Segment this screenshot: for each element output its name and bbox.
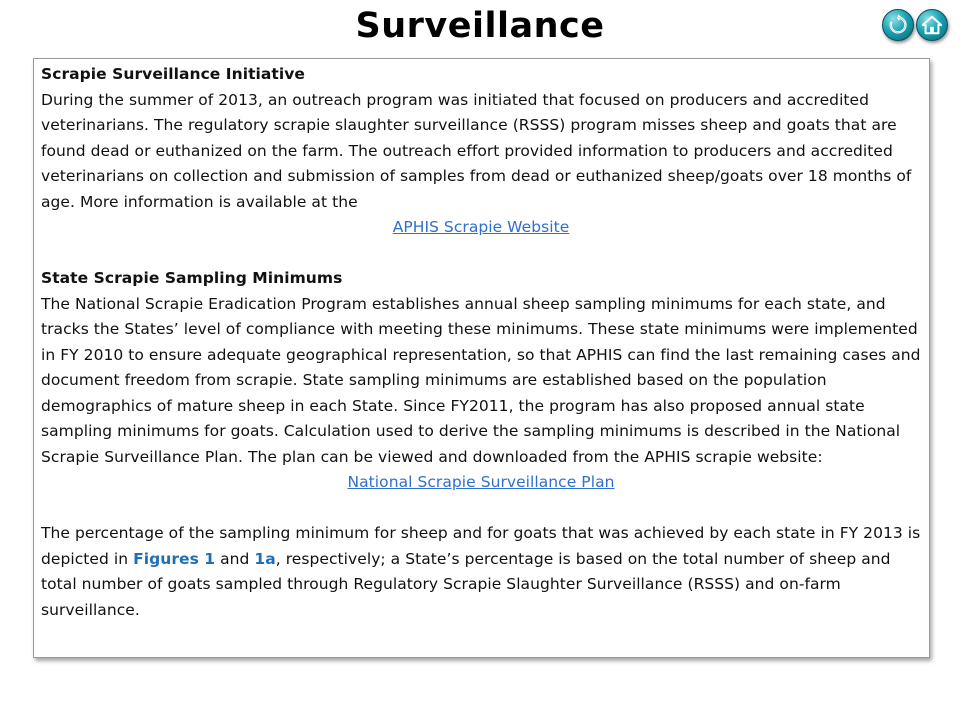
figure1a-reference: 1a <box>254 549 276 568</box>
section3-text-and: and <box>215 549 255 568</box>
section2-body: The National Scrapie Eradication Program establishes annual sheep sampling minimums for each state, and tracks the States’ level of compliance with meeting these minimums. These state minimums were implemented in FY 2010 to ensure adequate geographical representation, so that APHIS can find the last remaining cases and document freedom from scrapie. State sampling minimums are established based on the population demographics of mature sheep in each State. Since FY2011, the program has also proposed annual state sampling minimums for goats. Calculation used to derive the sampling minimums is described in the National Scrapie Surveillance Plan. The plan can be viewed and downloaded from the APHIS scrapie website: <box>41 294 921 466</box>
section3-text-after: , respectively; a State’s percentage is based on the total number of sheep and total number of goats sampled through Regulatory Scrapie Slaughter Surveillance (RSSS) and on-farm surveillance. <box>41 549 891 619</box>
section3-text-before: The percentage of the sampling minimum for sheep and for goats that was achieved by each state in FY 2013 is depicted in <box>41 524 921 568</box>
section2-link-line <box>41 470 921 496</box>
national-scrapie-surveillance-plan-link[interactable]: National Scrapie Surveillance Plan <box>347 473 615 491</box>
spacer <box>41 496 921 522</box>
refresh-button[interactable] <box>882 9 914 41</box>
section1-body: During the summer of 2013, an outreach program was initiated that focused on producers and accredited veterinarians. The regulatory scrapie slaughter surveillance (RSSS) program misses sheep and goats that are found dead or euthanized on the farm. The outreach effort provided information to producers and accredited veterinarians on collection and submission of samples from dead or euthanized sheep/goats over 18 months of age. More information is available at the <box>41 90 912 211</box>
content-body <box>41 62 921 623</box>
figure1-reference: Figures 1 <box>133 549 216 568</box>
spacer <box>41 241 921 267</box>
page-title: Surveillance <box>355 6 605 46</box>
refresh-icon <box>887 14 909 36</box>
section1-heading: Scrapie Surveillance Initiative <box>41 65 305 83</box>
home-icon <box>921 14 943 36</box>
section1-link-line <box>41 215 921 241</box>
section3-body <box>41 521 921 623</box>
aphis-scrapie-website-link[interactable]: APHIS Scrapie Website <box>392 218 570 236</box>
home-button[interactable] <box>916 9 948 41</box>
section2-heading: State Scrapie Sampling Minimums <box>41 269 343 287</box>
